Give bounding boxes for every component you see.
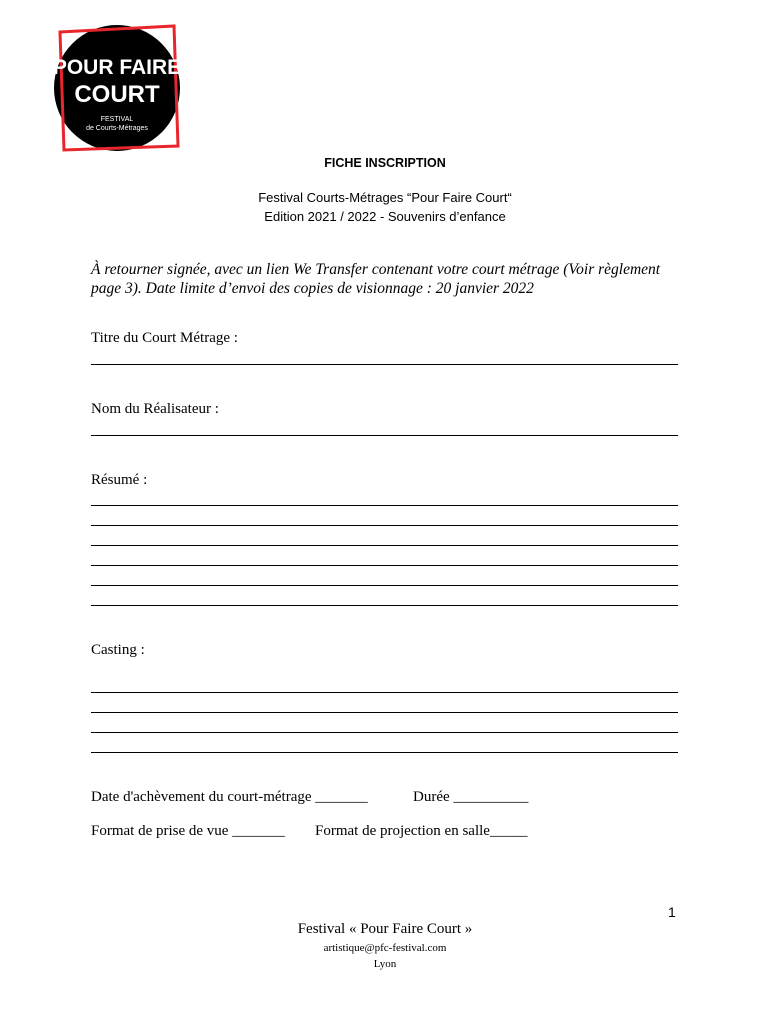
summary-line[interactable] xyxy=(91,545,678,546)
logo-text-line3: FESTIVAL xyxy=(100,116,134,123)
casting-line[interactable] xyxy=(91,732,678,733)
festival-logo xyxy=(50,22,185,152)
summary-line[interactable] xyxy=(91,585,678,586)
shooting-format-field[interactable]: Format de prise de vue _______ xyxy=(91,823,285,839)
footer-city: Lyon xyxy=(373,958,397,970)
director-name-line[interactable] xyxy=(91,435,678,436)
logo-graphic xyxy=(50,22,185,152)
casting-label: Casting : xyxy=(91,642,145,658)
festival-subtitle: Festival Courts-Métrages “Pour Faire Court“ xyxy=(258,190,512,205)
summary-line[interactable] xyxy=(91,505,678,506)
summary-line[interactable] xyxy=(91,525,678,526)
logo-text-line2: COURT xyxy=(74,81,160,108)
projection-format-field[interactable]: Format de projection en salle_____ xyxy=(315,823,528,839)
completion-date-field[interactable]: Date d'achèvement du court-métrage _______ xyxy=(91,789,368,805)
duration-field[interactable]: Durée __________ xyxy=(413,789,529,805)
footer-email: artistique@pfc-festival.com xyxy=(323,942,447,954)
summary-line[interactable] xyxy=(91,565,678,566)
submission-instructions: À retourner signée, avec un lien We Transfer contenant votre court métrage (Voir règlement page 3). Date limite d’envoi des copies de visionnage : 20 janvier 2022 xyxy=(91,261,661,297)
form-heading: FICHE INSCRIPTION xyxy=(324,156,446,170)
page-number: 1 xyxy=(668,904,676,920)
short-film-title-label: Titre du Court Métrage : xyxy=(91,330,238,346)
summary-line[interactable] xyxy=(91,605,678,606)
casting-line[interactable] xyxy=(91,752,678,753)
casting-line[interactable] xyxy=(91,692,678,693)
logo-text-line1: POUR FAIRE xyxy=(52,56,182,79)
director-name-label: Nom du Réalisateur : xyxy=(91,401,219,417)
footer-festival-name: Festival « Pour Faire Court » xyxy=(297,921,473,937)
summary-label: Résumé : xyxy=(91,472,148,488)
logo-text-line4: de Courts-Métrages xyxy=(86,125,148,132)
short-film-title-line[interactable] xyxy=(91,364,678,365)
edition-subtitle: Edition 2021 / 2022 - Souvenirs d’enfance xyxy=(264,209,506,224)
casting-line[interactable] xyxy=(91,712,678,713)
